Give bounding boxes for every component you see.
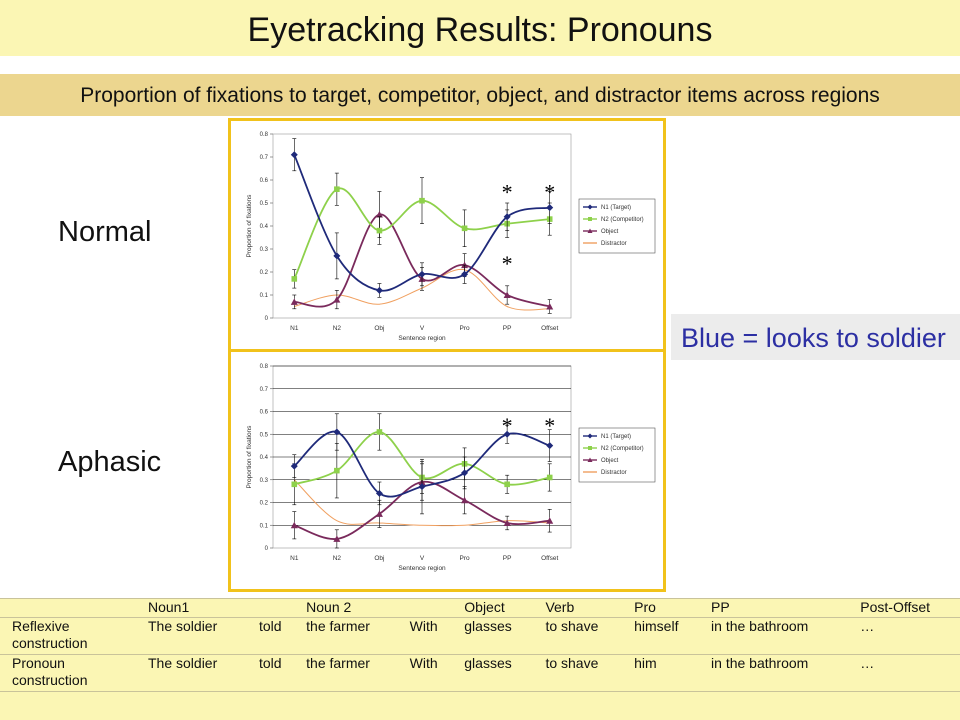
y-tick-label: 0.1	[259, 523, 268, 530]
y-tick-label: 0.8	[259, 364, 268, 370]
table-header-cell: Noun1	[136, 599, 247, 618]
x-tick-label: Obj	[374, 325, 385, 332]
table-cell: to shave	[533, 655, 622, 692]
table-row-pronoun	[0, 655, 960, 692]
y-tick-label: 0.4	[259, 455, 268, 461]
y-tick-label: 0.6	[259, 178, 268, 184]
table-cell: With	[398, 655, 453, 692]
table-cell: The soldier	[136, 655, 247, 692]
x-tick-label: N1	[290, 555, 299, 562]
table-row-label: Reflexive construction	[0, 618, 136, 655]
y-tick-label: 0.3	[259, 477, 268, 484]
legend-marker	[588, 217, 592, 221]
y-tick-label: 0.8	[259, 132, 268, 138]
table-header-cell: Pro	[622, 599, 699, 618]
data-point	[377, 228, 383, 234]
table-row-reflexive	[0, 618, 960, 655]
table-cell: in the bathroom	[699, 655, 848, 692]
x-axis-title: Sentence region	[398, 565, 446, 572]
table-header-cell: Object	[452, 599, 533, 618]
legend-label: N1 (Target)	[601, 434, 632, 440]
y-tick-label: 0.7	[259, 155, 268, 161]
table-cell: himself	[622, 618, 699, 655]
table-header-cell: Post-Offset	[848, 599, 960, 618]
y-axis-title: Proportion of fixations	[246, 194, 253, 258]
legend-label: Object	[601, 229, 619, 235]
table-header-cell: PP	[699, 599, 848, 618]
y-tick-label: 0.4	[259, 224, 268, 230]
x-tick-label: N2	[332, 555, 342, 562]
table-cell: The soldier	[136, 618, 247, 655]
x-tick-label: N1	[290, 325, 299, 332]
table-cell: told	[247, 618, 294, 655]
table-cell: With	[398, 618, 453, 655]
y-tick-label: 0	[264, 316, 268, 322]
data-point	[504, 482, 510, 488]
significance-asterisk: *	[544, 179, 556, 205]
legend-label: Object	[601, 458, 619, 464]
slide-subtitle: Proportion of fixations to target, competitor, object, and distractor items across regions	[0, 74, 960, 116]
normal-line-chart	[231, 121, 663, 349]
table-row-label: Pronoun construction	[0, 655, 136, 692]
significance-asterisk: *	[501, 179, 513, 205]
legend-label: N2 (Competitor)	[601, 446, 644, 452]
y-tick-label: 0.6	[259, 409, 268, 416]
significance-asterisk: *	[501, 250, 513, 276]
x-tick-label: Offset	[541, 325, 559, 332]
x-tick-label: Pro	[459, 555, 470, 562]
table-header-cell: Noun 2	[294, 599, 398, 618]
data-point	[291, 276, 297, 282]
y-tick-label: 0.7	[259, 386, 268, 393]
y-tick-label: 0.5	[259, 432, 268, 439]
normal-label: Normal	[58, 216, 152, 248]
data-point	[547, 475, 553, 481]
x-tick-label: Obj	[374, 555, 385, 562]
x-tick-label: N2	[332, 325, 342, 332]
data-point	[377, 429, 383, 435]
table-cell: him	[622, 655, 699, 692]
table-cell: the farmer	[294, 655, 398, 692]
y-tick-label: 0.2	[259, 270, 268, 276]
y-tick-label: 0.2	[259, 500, 268, 507]
y-tick-label: 0.5	[259, 201, 268, 207]
aphasic-label: Aphasic	[58, 446, 162, 478]
legend-marker	[588, 446, 592, 450]
data-point	[334, 186, 340, 192]
x-tick-label: Pro	[459, 325, 470, 332]
data-point	[291, 482, 297, 488]
significance-asterisk: *	[501, 413, 513, 439]
table-header-cell	[0, 599, 136, 618]
legend-label: Distractor	[601, 470, 627, 476]
table-cell: the farmer	[294, 618, 398, 655]
x-tick-label: V	[419, 325, 425, 332]
y-tick-label: 0.3	[259, 247, 268, 253]
legend-label: N1 (Target)	[601, 205, 632, 211]
color-note: Blue = looks to soldier	[671, 314, 960, 360]
sentence-table-area	[0, 598, 960, 720]
table-header-row	[0, 599, 960, 618]
y-tick-label: 0.1	[259, 293, 268, 299]
table-header-cell: Verb	[533, 599, 622, 618]
table-cell: glasses	[452, 618, 533, 655]
x-tick-label: Offset	[541, 555, 559, 562]
x-tick-label: PP	[502, 555, 512, 562]
aphasic-line-chart	[231, 352, 663, 589]
slide-title: Eyetracking Results: Pronouns	[0, 0, 960, 56]
x-tick-label: V	[419, 555, 425, 562]
legend-label: Distractor	[601, 241, 627, 247]
table-cell: …	[848, 618, 960, 655]
table-cell: …	[848, 655, 960, 692]
data-point	[419, 198, 425, 204]
legend-label: N2 (Competitor)	[601, 217, 644, 223]
x-tick-label: PP	[502, 325, 512, 332]
y-axis-title: Proportion of fixations	[246, 425, 253, 489]
table-header-cell	[398, 599, 453, 618]
significance-asterisk: *	[544, 413, 556, 439]
data-point	[462, 226, 468, 232]
sentence-table	[0, 598, 960, 692]
x-axis-title: Sentence region	[398, 335, 446, 342]
table-cell: told	[247, 655, 294, 692]
data-point	[334, 468, 340, 474]
table-cell: to shave	[533, 618, 622, 655]
y-tick-label: 0	[264, 546, 268, 552]
table-cell: glasses	[452, 655, 533, 692]
table-header-cell	[247, 599, 294, 618]
table-cell: in the bathroom	[699, 618, 848, 655]
